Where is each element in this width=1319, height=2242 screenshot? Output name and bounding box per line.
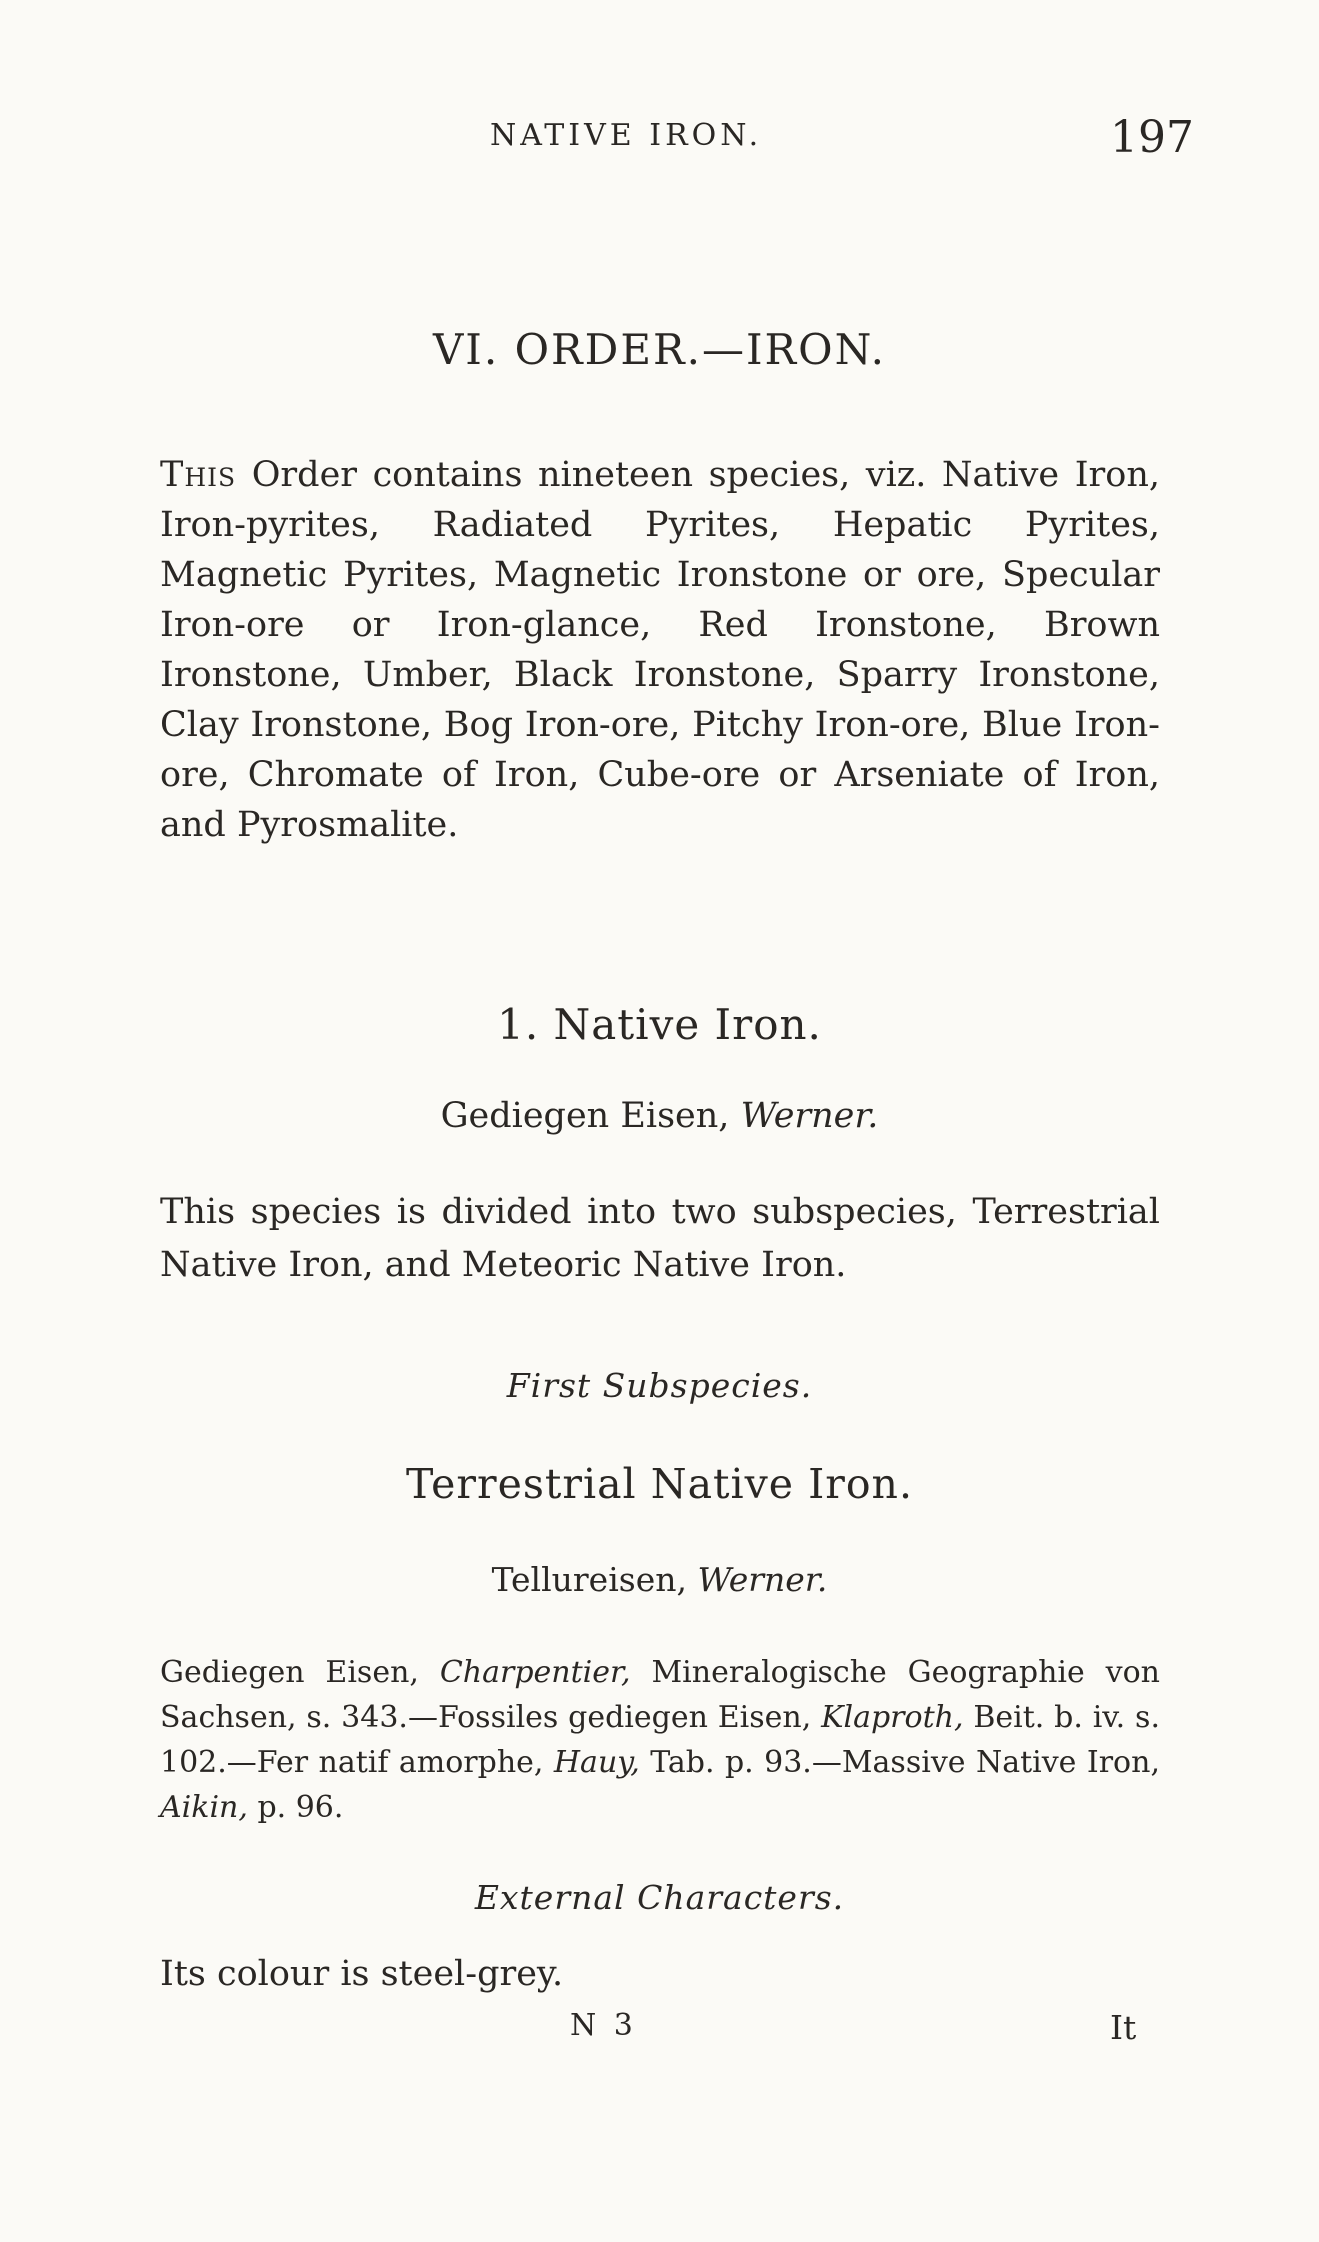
synonymy-paragraph: [160, 1650, 1160, 1830]
subspecies-werner-name: [0, 1560, 1319, 1599]
synonymy-part-4: Tab. p. 93.—Massive Native Iron,: [650, 1745, 1160, 1780]
running-head: [0, 112, 1319, 162]
german-name: [0, 1096, 1319, 1136]
page-footer: [0, 2008, 1319, 2058]
signature-mark: N 3: [570, 2008, 637, 2043]
catchword: It: [1110, 2008, 1137, 2047]
synonymy-author-1: Charpentier,: [439, 1655, 631, 1690]
synonymy-part-2: Mineralogische Geographie von Sachsen, s. 343.—Fossiles gediegen Eisen,: [160, 1655, 1160, 1735]
intro-lead-in: This: [160, 455, 237, 495]
running-title: NATIVE IRON.: [490, 118, 763, 153]
werner-name-text: Tellureisen,: [491, 1560, 687, 1599]
german-name-text: Gediegen Eisen,: [440, 1096, 730, 1136]
werner-name-author: Werner.: [697, 1560, 828, 1599]
subspecies-label: First Subspecies.: [506, 1366, 813, 1405]
synonymy-part-1: Gediegen Eisen,: [160, 1655, 419, 1690]
species-heading: 1. Native Iron.: [497, 1000, 822, 1049]
synonymy-part-3: Beit. b. iv. s. 102.—Fer natif amorphe,: [160, 1700, 1160, 1780]
colour-line: Its colour is steel-grey.: [160, 1954, 564, 1994]
intro-paragraph: [160, 450, 1160, 850]
synonymy-part-5: p. 96.: [257, 1790, 344, 1825]
page-number: 197: [1110, 112, 1194, 163]
synonymy-author-3: Hauy,: [553, 1745, 640, 1780]
synonymy-author-4: Aikin,: [160, 1790, 248, 1825]
intro-text: Order contains nineteen species, viz. Native Iron, Iron-pyrites, Radiated Pyrites, Hepatic Pyrites, Magnetic Pyrites, Magnetic Ironstone or ore, Specular Iron-ore or Iron-glance, Red Ironstone, Brown Ironstone, Umber, Black Ironstone, Sparry Ironstone, Clay Ironstone, Bog Iron-ore, Pitchy Iron-ore, Blue Iron-ore, Chromate of Iron, Cube-ore or Arseniate of Iron, and Pyrosmalite.: [160, 455, 1160, 845]
characters-heading: External Characters.: [474, 1878, 845, 1917]
subspecies-name: Terrestrial Native Iron.: [406, 1460, 913, 1508]
species-description: This species is divided into two subspecies, Terrestrial Native Iron, and Meteoric Native Iron.: [160, 1192, 1160, 1285]
german-name-author: Werner.: [740, 1096, 879, 1136]
synonymy-author-2: Klaproth,: [821, 1700, 964, 1735]
order-heading: VI. ORDER.—IRON.: [432, 325, 887, 374]
